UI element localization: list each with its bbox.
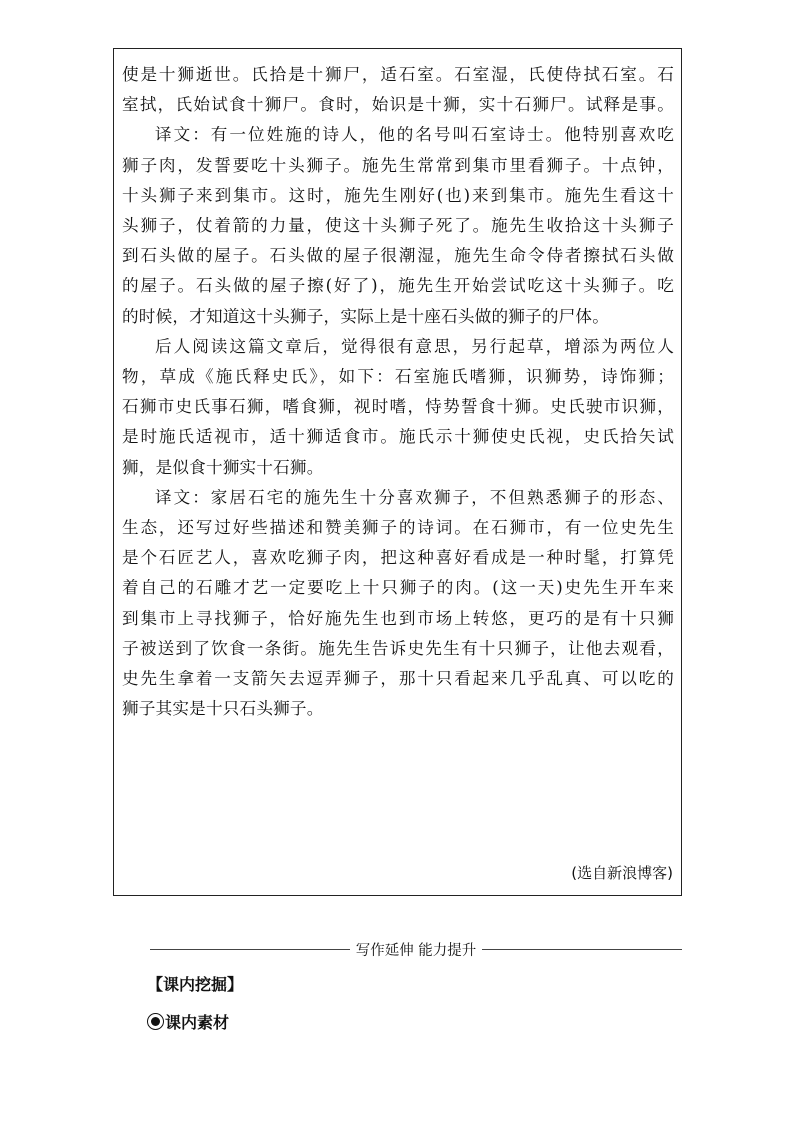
text-line: 到集市上寻找狮子，恰好施先生也到市场上转悠，更巧的是有十只狮 <box>122 608 674 628</box>
bullet-circle-icon <box>147 1013 164 1030</box>
section-divider <box>150 937 682 961</box>
section-divider-label: 写作延伸 能力提升 <box>355 942 477 959</box>
divider-rule-right <box>482 949 682 950</box>
subsection-heading-label: 课内素材 <box>165 1013 230 1032</box>
text-line: 译文：有一位姓施的诗人，他的名号叫石室诗士。他特别喜欢吃 <box>155 125 674 145</box>
text-line: 到石头做的屋子。石头做的屋子很潮湿，施先生命令侍者擦拭石头做 <box>122 246 674 266</box>
text-line: 译文：家居石宅的施先生十分喜欢狮子，不但熟悉狮子的形态、 <box>155 487 674 507</box>
paragraph-3 <box>122 332 674 483</box>
text-line: 后人阅读这篇文章后，觉得很有意思，另行起草，增添为两位人 <box>155 336 674 356</box>
divider-rule-left <box>150 949 350 950</box>
subsection-heading <box>147 1010 229 1033</box>
source-citation: (选自新浪博客) <box>571 864 673 882</box>
paragraph-1 <box>122 60 674 120</box>
paragraph-4 <box>122 483 674 725</box>
text-line: 史先生拿着一支箭矢去逗弄狮子，那十只看起来几乎乱真、可以吃的 <box>122 669 674 689</box>
text-line: 的屋子。石头做的屋子擦(好了)，施先生开始尝试吃这十头狮子。吃 <box>122 276 674 296</box>
passage-box <box>113 48 682 896</box>
text-line: 生态，还写过好些描述和赞美狮子的诗词。在石狮市，有一位史先生 <box>122 518 674 538</box>
text-line: 室拭，氏始试食十狮尸。食时，始识是十狮，实十石狮尸。试释是事。 <box>122 95 674 115</box>
text-line: 使是十狮逝世。氏拾是十狮尸，适石室。石室湿，氏使侍拭石室。石 <box>122 65 674 84</box>
paragraph-2 <box>122 120 674 331</box>
section-heading: 【课内挖掘】 <box>147 975 244 994</box>
text-line: 是个石匠艺人，喜欢吃狮子肉，把这种喜好看成是一种时髦，打算凭 <box>122 548 674 568</box>
text-line: 子被送到了饮食一条街。施先生告诉史先生有十只狮子，让他去观看， <box>122 638 674 658</box>
text-line: 物，草成《施氏释史氏》，如下：石室施氏嗜狮，识狮势，诗饰狮； <box>122 367 674 387</box>
text-line: 着自己的石雕才艺一定要吃上十只狮子的肉。(这一天)史先生开车来 <box>122 578 674 598</box>
text-line: 是时施氏适视市，适十狮适食市。施氏示十狮使史氏视，史氏拾矢试 <box>122 427 674 447</box>
text-line: 狮子其实是十只石头狮子。 <box>122 699 324 719</box>
text-line: 石狮市史氏事石狮，嗜食狮，视时嗜，恃势誓食十狮。史氏驶市识狮， <box>122 397 674 417</box>
text-line: 头狮子，仗着箭的力量，使这十头狮子死了。施先生收拾这十头狮子 <box>122 216 674 236</box>
text-line: 十头狮子来到集市。这时，施先生刚好(也)来到集市。施先生看这十 <box>122 185 674 205</box>
text-line: 狮，是似食十狮实十石狮。 <box>122 457 324 477</box>
text-line: 狮子肉，发誓要吃十头狮子。施先生常常到集市里看狮子。十点钟， <box>122 155 674 175</box>
text-line: 的时候，才知道这十头狮子，实际上是十座石头做的狮子的尸体。 <box>122 306 610 326</box>
